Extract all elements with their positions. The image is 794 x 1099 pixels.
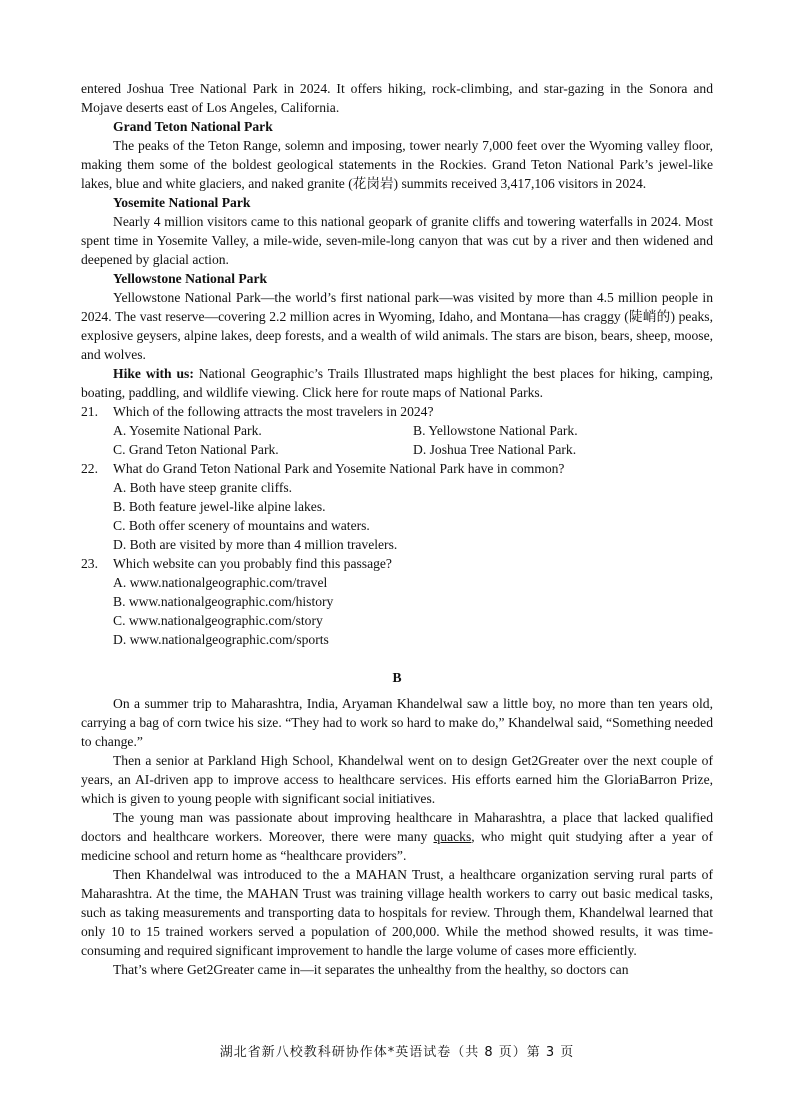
option-b: B. Both feature jewel-like alpine lakes. [113, 499, 326, 514]
park-heading-grand-teton: Grand Teton National Park [113, 119, 273, 134]
passage-a-intro: entered Joshua Tree National Park in 2024. It offers hiking, rock-climbing, and star-gazing in the Sonora and Mojave deserts east of Los Angeles, California. [81, 81, 713, 115]
passage-b-paragraph-4: Then Khandelwal was introduced to the a MAHAN Trust, a healthcare organization serving rural parts of Maharashtra. At the time, the MAHAN Trust was training village health workers to carry out basic medical tasks, such as taking measurements and transporting data to hospitals for review. Through them, Khandelwal learned that only 10 to 15 trained workers served a population of 200,000. While the method showed results, it was time-consuming and required significant improvement to handle the large volume of cases more efficiently. [81, 867, 713, 958]
hike-paragraph [81, 364, 713, 402]
question-22 [81, 459, 713, 554]
question-stem: Which website can you probably find this passage? [113, 556, 392, 571]
passage-b-paragraph-5: That’s where Get2Greater came in—it separates the unhealthy from the healthy, so doctors can [113, 962, 629, 977]
p3-text-before: The young man was passionate about improving healthcare in Maharashtra, a place that lacked qualified doctors and healthcare workers. Moreover, there were many [81, 810, 713, 844]
passage-b-paragraph-1: On a summer trip to Maharashtra, India, Aryaman Khandelwal saw a little boy, no more than ten years old, carrying a bag of corn twice his size. “They had to work so hard to make do,” Khandelwal said, “Something needed to change.” [81, 696, 713, 749]
question-stem: Which of the following attracts the most travelers in 2024? [113, 404, 434, 419]
question-23 [81, 554, 713, 649]
passage-b-paragraph-2: Then a senior at Parkland High School, Khandelwal went on to design Get2Greater over the next couple of years, an AI-driven app to improve access to healthcare services. His efforts earned him the GloriaBarron Prize, which is given to young people with significant social initiatives. [81, 753, 713, 806]
option-c: C. www.nationalgeographic.com/story [113, 613, 323, 628]
option-a: A. Both have steep granite cliffs. [113, 480, 293, 495]
underlined-word-quacks: quacks [433, 829, 472, 844]
park-text-grand-teton: The peaks of the Teton Range, solemn and imposing, tower nearly 7,000 feet over the Wyoming valley floor, making them some of the boldest geological statements in the Rockies. Grand Teton National Park’s jewel-like lakes, blue and white glaciers, and naked granite (花岗岩) summits received 3,417,106 visitors in 2024. [81, 138, 713, 191]
option-d: D. Both are visited by more than 4 million travelers. [113, 537, 398, 552]
option-c: C. Grand Teton National Park. [113, 442, 279, 457]
option-b: B. www.nationalgeographic.com/history [113, 594, 334, 609]
park-text-yosemite: Nearly 4 million visitors came to this national geopark of granite cliffs and towering waterfalls in 2024. Most spent time in Yosemite Valley, a mile-wide, seven-mile-long canyon that was cut by a river and then widened and deepened by glacial action. [81, 214, 713, 267]
option-d: D. www.nationalgeographic.com/sports [113, 632, 329, 647]
hike-label: Hike with us: [113, 366, 194, 381]
park-heading-yellowstone: Yellowstone National Park [113, 271, 268, 286]
p3-text-after: , who might quit studying after a year of medicine school and return home as “healthcare providers”. [81, 829, 713, 863]
question-number: 21. [81, 404, 98, 419]
question-number: 22. [81, 461, 98, 476]
park-heading-yosemite: Yosemite National Park [113, 195, 251, 210]
question-number: 23. [81, 556, 98, 571]
passage-b-paragraph-3 [81, 808, 713, 865]
hike-text: National Geographic’s Trails Illustrated maps highlight the best places for hiking, camping, boating, paddling, and wildlife viewing. Click here for route maps of National Parks. [81, 366, 713, 400]
exam-page [81, 79, 713, 979]
question-21 [81, 402, 713, 459]
park-text-yellowstone: Yellowstone National Park—the world’s first national park—was visited by more than 4.5 million people in 2024. The vast reserve—covering 2.2 million acres in Wyoming, Idaho, and Montana—has craggy (陡峭的) peaks, explosive geysers, alpine lakes, deep forests, and a wealth of wild animals. The stars are bison, bears, sheep, moose, and wolves. [81, 290, 713, 362]
question-stem: What do Grand Teton National Park and Yosemite National Park have in common? [113, 461, 565, 476]
option-a: A. www.nationalgeographic.com/travel [113, 575, 328, 590]
section-b-title: B [392, 670, 402, 685]
option-b: B. Yellowstone National Park. [413, 423, 578, 438]
option-d: D. Joshua Tree National Park. [413, 442, 577, 457]
option-c: C. Both offer scenery of mountains and waters. [113, 518, 370, 533]
option-a: A. Yosemite National Park. [113, 423, 262, 438]
page-footer: 湖北省新八校教科研协作体*英语试卷（共 8 页）第 3 页 [219, 1045, 575, 1060]
